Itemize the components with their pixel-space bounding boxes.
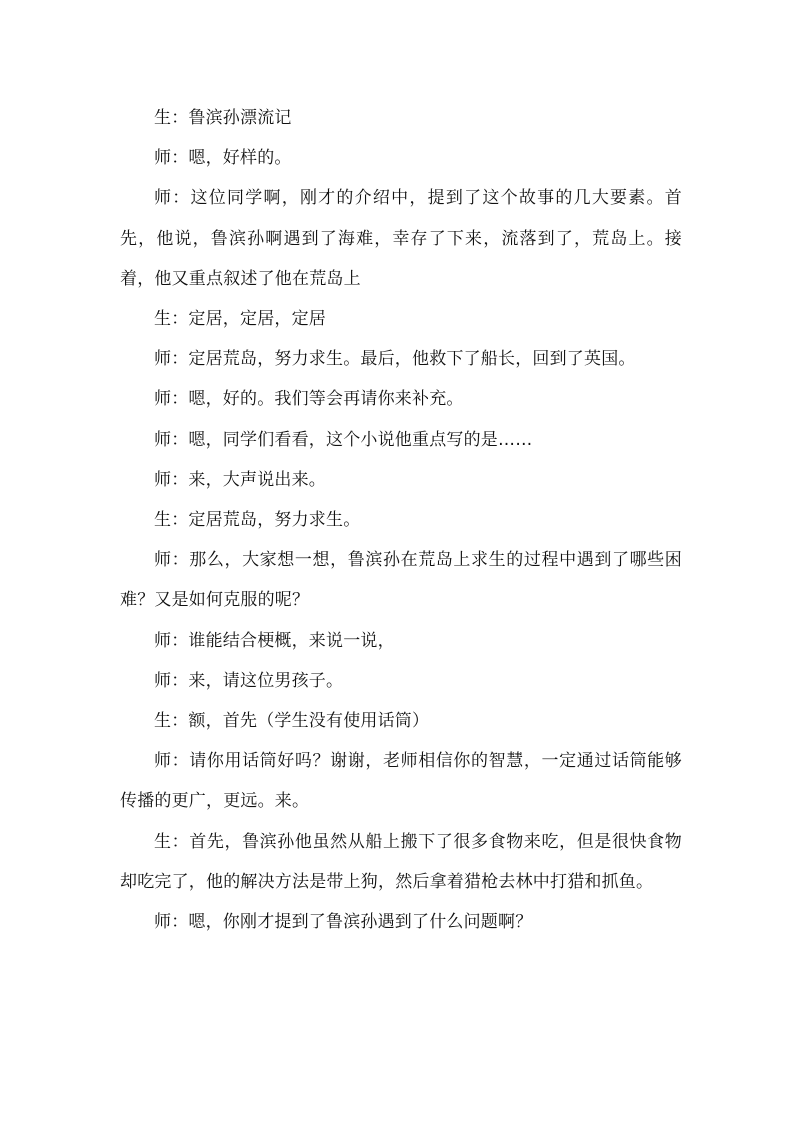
transcript-paragraph: 师：来，请这位男孩子。 — [154, 670, 344, 691]
transcript-paragraph: 生：鲁滨孙漂流记 — [154, 108, 292, 128]
transcript-paragraph: 生：额，首先（学生没有使用话筒） — [154, 711, 430, 732]
transcript-paragraph: 师：嗯，好样的。 — [154, 148, 292, 169]
transcript-paragraph: 师：请你用话筒好吗？谢谢，老师相信你的智慧，一定通过话筒能够传播的更广，更远。来。 — [120, 751, 682, 812]
transcript-paragraph: 师：嗯，你刚才提到了鲁滨孙遇到了什么问题啊？ — [154, 912, 533, 933]
transcript-paragraph: 师：谁能结合梗概，来说一说， — [154, 630, 395, 651]
transcript-body — [120, 98, 682, 942]
transcript-paragraph: 师：那么，大家想一想，鲁滨孙在荒岛上求生的过程中遇到了哪些困难？又是如何克服的呢？ — [120, 550, 682, 611]
transcript-paragraph: 生：首先，鲁滨孙他虽然从船上搬下了很多食物来吃，但是很快食物却吃完了，他的解决方法是带上狗，然后拿着猎枪去林中打猎和抓鱼。 — [120, 831, 682, 892]
transcript-paragraph: 师：来，大声说出来。 — [154, 469, 326, 490]
transcript-paragraph: 师：定居荒岛，努力求生。最后，他救下了船长，回到了英国。 — [154, 349, 636, 370]
transcript-paragraph: 师：嗯，好的。我们等会再请你来补充。 — [154, 389, 464, 410]
transcript-paragraph: 生：定居，定居，定居 — [154, 309, 326, 330]
transcript-paragraph: 师：这位同学啊，刚才的介绍中，提到了这个故事的几大要素。首先，他说，鲁滨孙啊遇到了海难，幸存了下来，流落到了，荒岛上。接着，他又重点叙述了他在荒岛上 — [120, 188, 682, 289]
transcript-paragraph: 生：定居荒岛，努力求生。 — [154, 510, 361, 531]
transcript-paragraph: 师：嗯，同学们看看，这个小说他重点写的是…… — [154, 429, 533, 450]
